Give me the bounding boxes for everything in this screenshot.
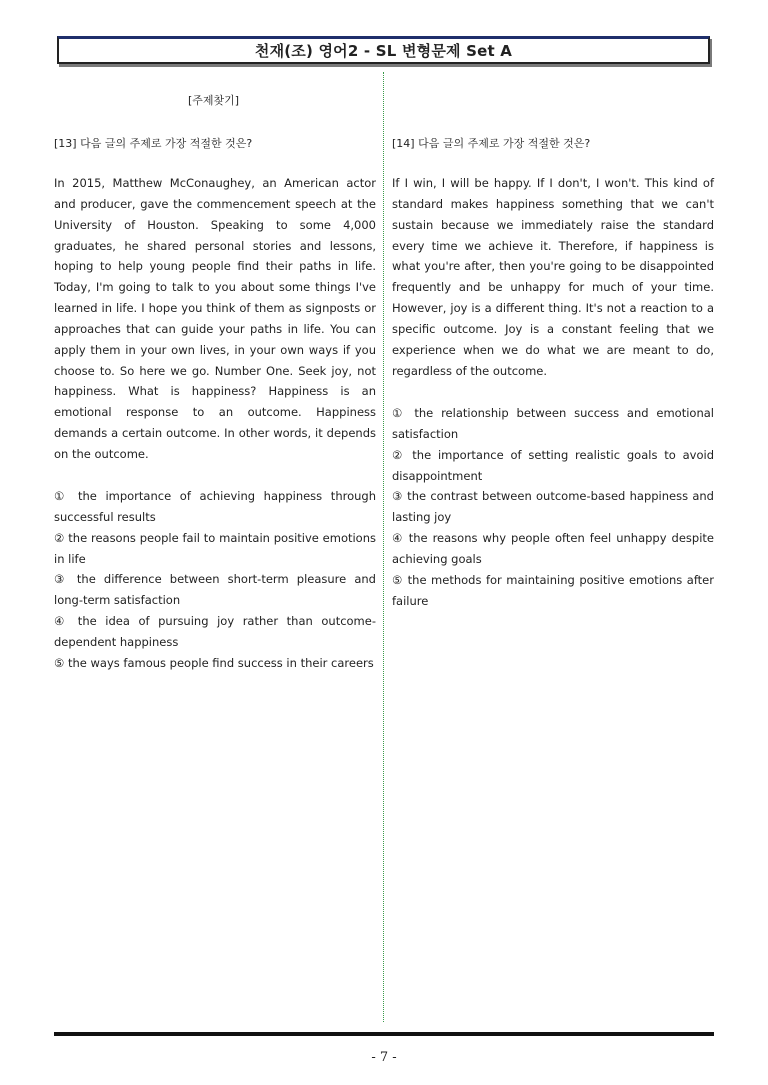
page-header: [57, 36, 710, 64]
question-13-passage: In 2015, Matthew McConaughey, an American actor and producer, gave the commencement speech at the University of Houston. Speaking to some 4,000 graduates, he shared personal stories and lessons, hoping to help young people find their paths in life. Today, I'm going to talk to you about some things I've learned in life. I hope you think of them as signposts or approaches that can guide your paths in life. You can apply them in your own lives, in your own ways if you choose to. So here we go. Number One. Seek joy, not happiness. What is happiness? Happiness is an emotional response to an outcome. Happiness demands a certain outcome. In other words, it depends on the outcome.: [54, 176, 376, 461]
option-item[interactable]: ⑤ the methods for maintaining positive emotions after failure: [392, 572, 714, 608]
question-13-options: [54, 486, 376, 674]
option-item[interactable]: ① the relationship between success and emotional satisfaction: [392, 406, 714, 441]
option-item[interactable]: ④ the reasons why people often feel unhappy despite achieving goals: [392, 531, 714, 566]
option-item[interactable]: ② the importance of setting realistic goals to avoid disappointment: [392, 447, 714, 483]
question-14-prompt: [14] 다음 글의 주제로 가장 적절한 것은?: [392, 137, 591, 150]
page-number: - 7 -: [371, 1050, 397, 1065]
question-14-options: [392, 403, 714, 611]
column-divider: [383, 72, 384, 1022]
page-title: 천재(조) 영어2 - SL 변형문제 Set A: [254, 42, 513, 60]
option-item[interactable]: ④ the idea of pursuing joy rather than outcome-dependent happiness: [54, 614, 376, 649]
question-13-prompt: [13] 다음 글의 주제로 가장 적절한 것은?: [54, 137, 253, 150]
option-item[interactable]: ① the importance of achieving happiness through successful results: [54, 489, 376, 524]
option-item[interactable]: ⑤ the ways famous people find success in their careers: [54, 655, 374, 670]
option-item[interactable]: ③ the contrast between outcome-based happiness and lasting joy: [392, 489, 714, 525]
question-14-passage: If I win, I will be happy. If I don't, I won't. This kind of standard makes happiness something that we can't sustain because we immediately raise the standard every time we achieve it. Therefore, if happiness is what you're after, then you're going to be disappointed frequently and be unhappy for much of your time. However, joy is a different thing. It's not a reaction to a specific outcome. Joy is a constant feeling that we experience when we do what we are meant to do, regardless of the outcome.: [392, 176, 714, 378]
footer-rule: [54, 1032, 714, 1036]
option-item[interactable]: ③ the difference between short-term pleasure and long-term satisfaction: [54, 572, 376, 608]
section-tag: [주제찾기]: [188, 94, 240, 107]
option-item[interactable]: ② the reasons people fail to maintain positive emotions in life: [54, 530, 376, 566]
